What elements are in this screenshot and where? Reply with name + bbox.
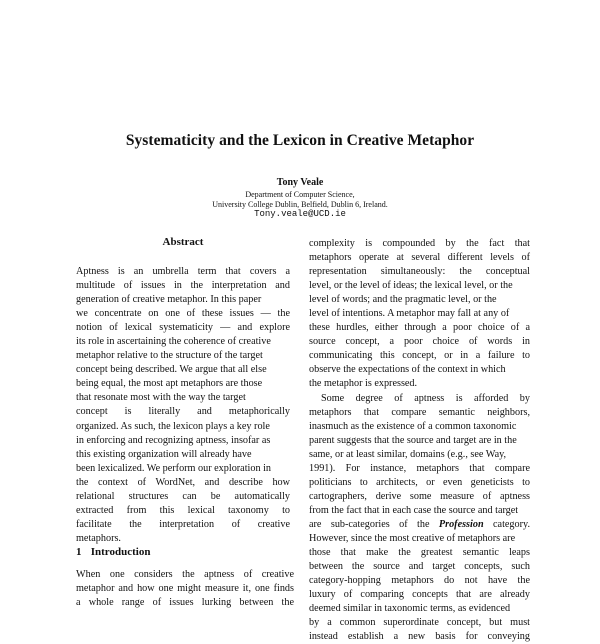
abstract-line: been lexicalized. We perform our exploration in — [76, 462, 272, 474]
affiliation-department: Department of Computer Science, — [245, 190, 355, 199]
body-line: deemed similar in taxonomic terms, as evidenced — [309, 603, 511, 615]
right-column-body — [309, 237, 530, 644]
abstract-line: metaphor relative to the structure of the target — [76, 350, 263, 362]
abstract-line: multitude of issues in the interpretation and — [76, 280, 290, 292]
body-line: level of words; and the pragmatic level, or the — [309, 294, 497, 306]
intro-line: When one considers the aptness of creative — [76, 569, 294, 580]
body-line: the metaphor is expressed. — [309, 378, 418, 390]
body-line: observe the expectations of the context in which — [309, 364, 506, 376]
body-line: these hurdles, either through a poor choice of a — [309, 322, 530, 334]
body-line: source concept, a poor choice of words in — [309, 336, 530, 348]
body-line: communicating this concept, or in a failure to — [309, 350, 530, 362]
body-line: 1991). For instance, metaphors that compare — [309, 462, 530, 474]
body-line: those that make the greatest semantic leaps — [309, 547, 530, 559]
body-line: inasmuch as the existence of a common taxonomic — [309, 420, 517, 432]
paper-title: Systematicity and the Lexicon in Creative Metaphor — [125, 132, 475, 149]
body-line: politicians to architects, or even geneticists to — [309, 476, 530, 488]
body-line: representation simultaneously: the conceptual — [309, 266, 530, 278]
body-line-emphasis — [309, 518, 530, 532]
body-line: metaphors operate at several different levels of — [309, 252, 530, 264]
abstract-body — [76, 265, 290, 546]
body-line: parent suggests that the source and target are in the — [309, 434, 517, 446]
body-line: same, or at least similar, domains (e.g., see Way, — [309, 448, 507, 460]
abstract-line: organized. As such, the lexicon plays a key role — [76, 420, 270, 432]
author-name: Tony Veale — [276, 177, 324, 188]
section-heading-introduction — [76, 546, 294, 558]
body-text: are sub-categories of the — [309, 518, 430, 530]
body-line: by a common superordinate concept, but must — [309, 617, 530, 629]
body-text: category. — [493, 518, 530, 530]
body-line: instead establish a new basis for conveying — [309, 631, 530, 643]
body-line: category-hopping metaphors do not have the — [309, 575, 530, 587]
abstract-line: concept being described. We argue that all else — [76, 364, 267, 376]
abstract-line: generation of creative metaphor. In this paper — [76, 294, 262, 306]
section-title: Introduction — [90, 546, 151, 558]
body-line: However, since the most creative of metaphors are — [309, 532, 516, 544]
abstract-line: its role in ascertaining the coherence of creative — [76, 336, 271, 348]
abstract-line: we concentrate on one of these issues — the — [76, 308, 290, 320]
abstract-line: Aptness is an umbrella term that covers a — [76, 266, 290, 277]
body-line: Some degree of aptness is afforded by — [321, 392, 530, 404]
abstract-line: facilitate the interpretation of creative — [76, 518, 290, 530]
emphasized-term: Profession — [438, 518, 484, 530]
abstract-line: in enforcing and recognizing aptness, insofar as — [76, 434, 271, 446]
body-line: between the source and target concepts, such — [309, 561, 530, 573]
abstract-line: that resonate most with the way the target — [76, 392, 246, 404]
introduction-body — [76, 568, 294, 610]
section-number: 1 — [76, 546, 82, 558]
abstract-line: the context of WordNet, and describe how — [76, 476, 290, 488]
author-email: Tony.veale@UCD.ie — [254, 209, 346, 219]
affiliation-university: University College Dublin, Belfield, Dublin 6, Ireland. — [212, 200, 388, 209]
body-line: luxury of comparing concepts that are already — [309, 589, 530, 601]
abstract-line: notion of lexical systematicity — and explore — [76, 322, 290, 334]
body-line: cartographers, derive some measure of aptness — [309, 490, 530, 502]
body-line: from the fact that in each case the source and target — [309, 504, 519, 516]
body-line: level, or the level of ideas; the lexical level, or the — [309, 280, 513, 292]
abstract-line: concept is literally and metaphorically — [76, 406, 290, 418]
body-line: complexity is compounded by the fact that — [309, 238, 530, 249]
abstract-line: being equal, the most apt metaphors are those — [76, 378, 263, 390]
intro-line: a whole range of issues lurking between the — [76, 597, 294, 609]
abstract-line: relational structures can be automatically — [76, 490, 290, 502]
abstract-line: metaphors. — [76, 532, 121, 544]
abstract-line: extracted from this lexical taxonomy to — [76, 504, 290, 516]
abstract-heading: Abstract — [162, 236, 204, 248]
body-line: level of intentions. A metaphor may fall at any of — [309, 308, 510, 320]
intro-line: metaphor and how one might measure it, one finds — [76, 583, 294, 595]
abstract-line: this existing organization will already have — [76, 448, 252, 460]
body-line: metaphors that compare semantic neighbors, — [309, 406, 530, 418]
